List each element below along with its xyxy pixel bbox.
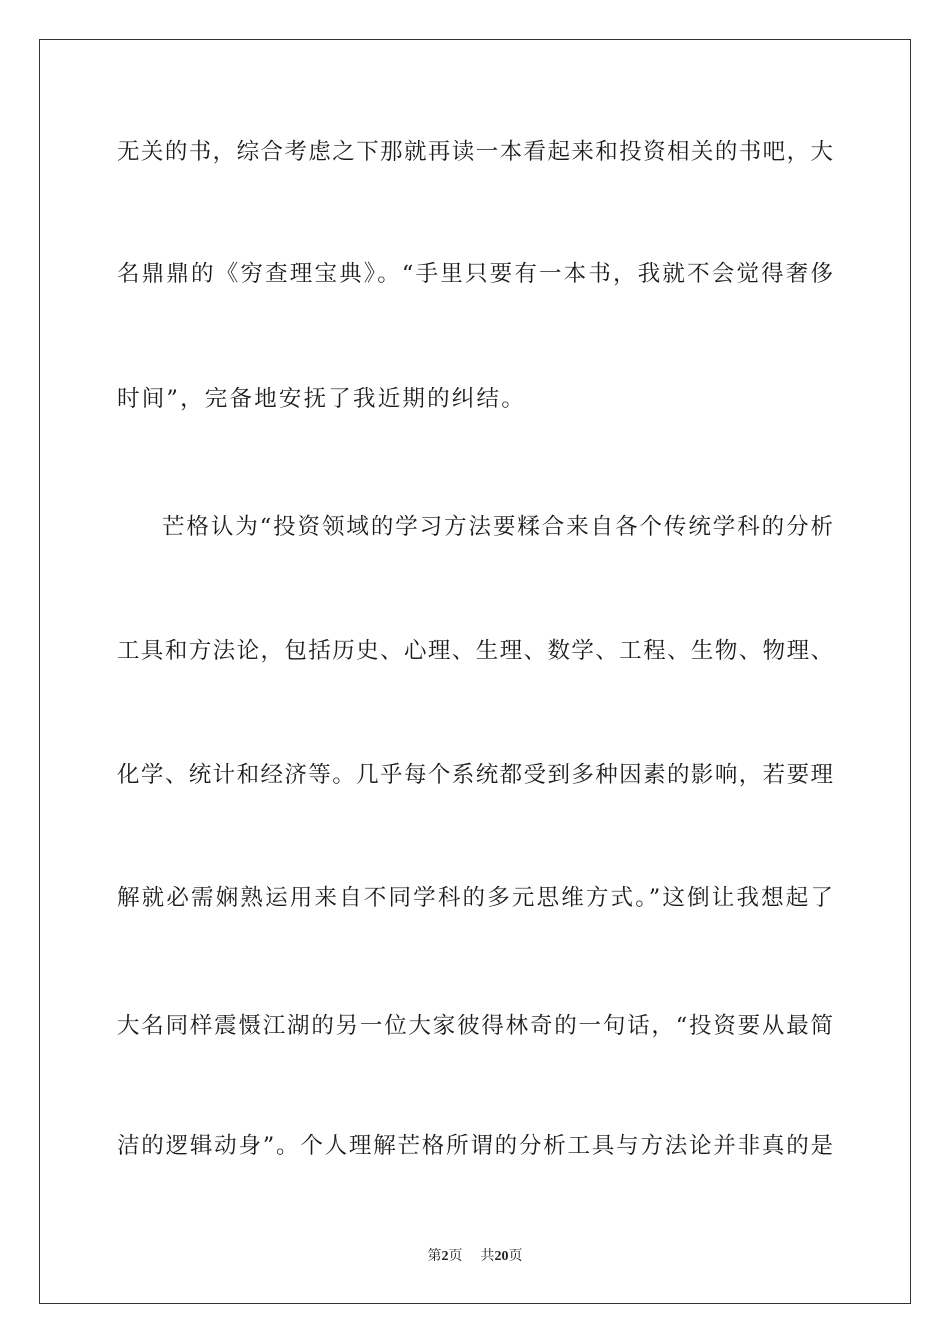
page-prefix: 第 — [427, 1248, 442, 1264]
text-line: 名鼎鼎的《穷查理宝典》。“手里只要有一本书，我就不会觉得奢侈 — [117, 261, 833, 287]
text-line: 洁的逻辑动身”。个人理解芒格所谓的分析工具与方法论并非真的是 — [117, 1133, 833, 1159]
total-pages: 20 — [494, 1249, 509, 1264]
text-line: 解就必需娴熟运用来自不同学科的多元思维方式。”这倒让我想起了 — [117, 885, 833, 911]
page-footer — [0, 1246, 950, 1267]
text-line: 时间”，完备地安抚了我近期的纠结。 — [117, 386, 526, 412]
total-suffix: 页 — [508, 1248, 523, 1264]
page-suffix: 页 — [448, 1248, 463, 1264]
text-line: 工具和方法论，包括历史、心理、生理、数学、工程、生物、物理、 — [117, 638, 833, 664]
total-prefix: 共 — [480, 1248, 495, 1264]
page-number: 2 — [441, 1249, 449, 1264]
text-line: 化学、统计和经济等。几乎每个系统都受到多种因素的影响，若要理 — [117, 762, 833, 788]
paragraph-first-line: 芒格认为“投资领域的学习方法要糅合来自各个传统学科的分析 — [162, 514, 833, 540]
text-line: 大名同样震慑江湖的另一位大家彼得林奇的一句话，“投资要从最简 — [117, 1013, 833, 1039]
text-line: 无关的书，综合考虑之下那就再读一本看起来和投资相关的书吧，大 — [117, 139, 833, 165]
page-border — [39, 39, 911, 1304]
